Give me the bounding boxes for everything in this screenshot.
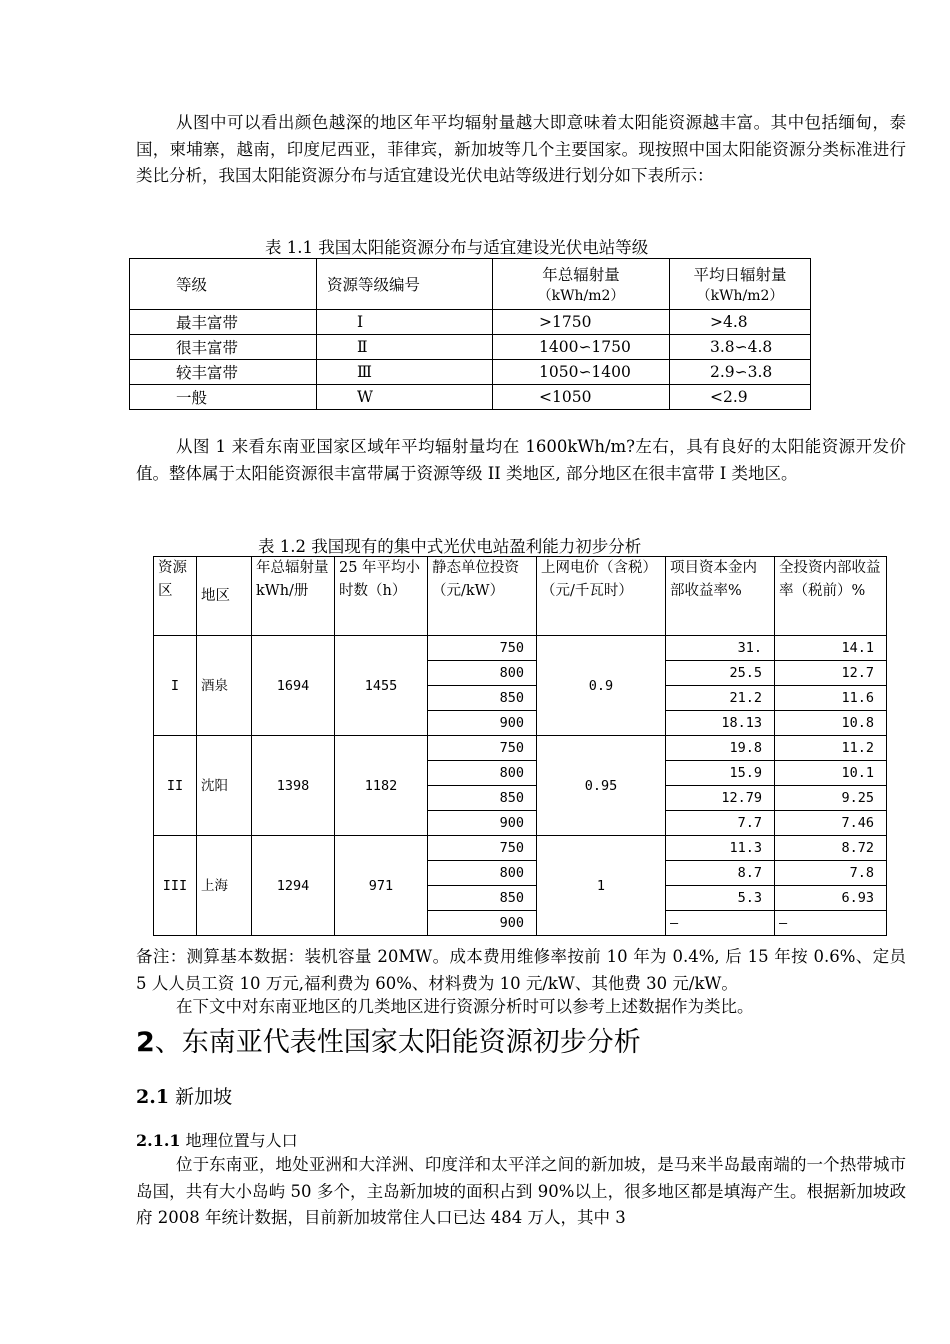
profitability-table (153, 556, 887, 936)
resource-grade-table (129, 258, 811, 410)
table-row: 一般 W <1050 <2.9 (130, 385, 811, 410)
table2-header-total-irr: 全投资内部收益率（税前）% (775, 557, 887, 636)
reference-paragraph: 在下文中对东南亚地区的几类地区进行资源分析时可以参考上述数据作为类比。 (176, 997, 754, 1016)
table2-header-zone: 资源区 (154, 557, 197, 636)
table2-header-hours: 25 年平均小时数（h） (335, 557, 428, 636)
table2-header-radiation: 年总辐射量 kWh/册 (252, 557, 335, 636)
table-row: 800 8.7 7.8 (154, 861, 887, 886)
table-note: 备注：测算基本数据：装机容量 20MW。成本费用维修率按前 10 年为 0.4%, 后 15 年按 0.6%、定员 5 人人员工资 10 万元,福利费为 60%、材料费为 10 元/kW、其他费 30 元/kW。 (136, 947, 906, 993)
table-row: II 沈阳 1398 1182 750 0.95 19.8 11.2 (154, 736, 887, 761)
table-row: 800 15.9 10.1 (154, 761, 887, 786)
table-row: 900 18.13 10.8 (154, 711, 887, 736)
table-row: 900 — — (154, 911, 887, 936)
table-row: 850 5.3 6.93 (154, 886, 887, 911)
table1-caption: 表 1.1 我国太阳能资源分布与适宜建设光伏电站等级 (265, 238, 649, 257)
table-row: 850 21.2 11.6 (154, 686, 887, 711)
table-row: 较丰富带 Ⅲ 1050∽1400 2.9∽3.8 (130, 360, 811, 385)
table-row: 800 25.5 12.7 (154, 661, 887, 686)
section-2-1-1-heading: 2.1.1 地理位置与人口 (136, 1131, 298, 1150)
table2-header-row (154, 557, 887, 636)
table-row: I 酒泉 1694 1455 750 0.9 31. 14.1 (154, 636, 887, 661)
table2-header-equity-irr: 项目资本金内部收益率% (666, 557, 775, 636)
table-row: 900 7.7 7.46 (154, 811, 887, 836)
table-row: 很丰富带 Ⅱ 1400∽1750 3.8∽4.8 (130, 335, 811, 360)
table1-header-grade: 等级 (130, 259, 317, 310)
table-row: 最丰富带 I >1750 >4.8 (130, 310, 811, 335)
table-row: III 上海 1294 971 750 1 11.3 8.72 (154, 836, 887, 861)
table1-header-annual: 年总辐射量 （kWh/m2） (493, 259, 670, 310)
table1-header-daily: 平均日辐射量 （kWh/m2） (670, 259, 811, 310)
table2-header-tariff: 上网电价（含税）（元/千瓦时） (537, 557, 666, 636)
table-row: 850 12.79 9.25 (154, 786, 887, 811)
analysis-paragraph: 从图 1 来看东南亚国家区域年平均辐射量均在 1600kWh/m?左右，具有良好的太阳能资源开发价值。整体属于太阳能资源很丰富带属于资源等级 II 类地区, 部分地区在很丰富带 I 类地区。 (136, 437, 906, 483)
intro-paragraph: 从图中可以看出颜色越深的地区年平均辐射量越大即意味着太阳能资源越丰富。其中包括缅甸，泰国，柬埔寨，越南，印度尼西亚，菲律宾，新加坡等几个主要国家。现按照中国太阳能资源分类标准进行类比分析，我国太阳能资源分布与适宜建设光伏电站等级进行划分如下表所示： (136, 113, 906, 185)
table2-header-region: 地区 (197, 557, 252, 636)
section-2-heading: 2、东南亚代表性国家太阳能资源初步分析 (136, 1027, 641, 1058)
section-2-1-heading: 2.1 新加坡 (136, 1086, 233, 1108)
table2-caption: 表 1.2 我国现有的集中式光伏电站盈利能力初步分析 (258, 537, 642, 556)
table2-header-investment: 静态单位投资（元/kW） (428, 557, 537, 636)
singapore-paragraph: 位于东南亚，地处亚洲和大洋洲、印度洋和太平洋之间的新加坡，是马来半岛最南端的一个热带城市岛国，共有大小岛屿 50 多个，主岛新加坡的面积占到 90%以上，很多地区都是填海产生。根据新加坡政府 2008 年统计数据，目前新加坡常住人口已达 484 万人，其中 3 (136, 1155, 906, 1227)
table1-header-code: 资源等级编号 (317, 259, 493, 310)
